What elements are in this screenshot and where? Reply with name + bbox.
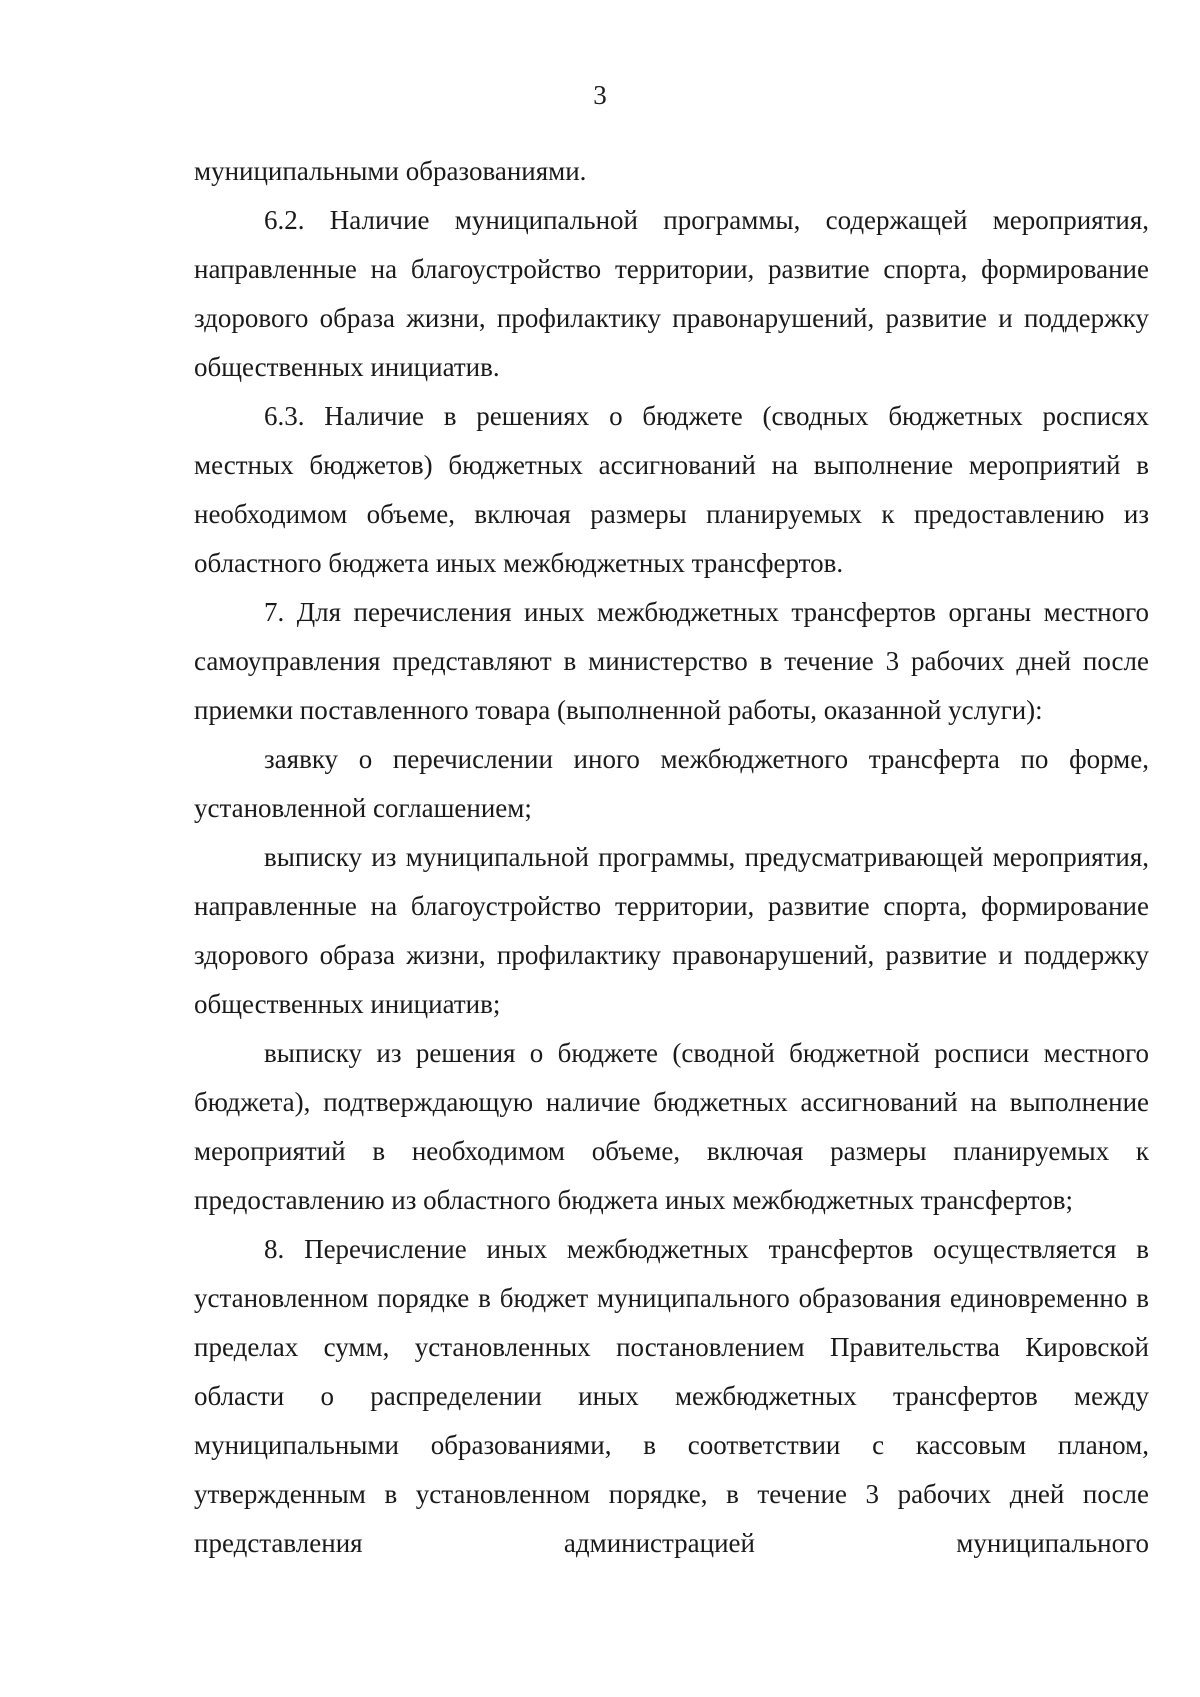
list-item-application: заявку о перечислении иного межбюджетного трансферта по форме, установленной соглашением; [194,744,1149,823]
list-item-program-extract: выписку из муниципальной программы, предусматривающей мероприятия, направленные на благоустройство территории, развитие спорта, формирование здорового образа жизни, профилактику правонарушений, развитие и поддержку общественных инициатив; [194,842,1149,1019]
paragraph-8: 8. Перечисление иных межбюджетных трансфертов осуществляется в установленном порядке в бюджет муниципального образования единовременно в пределах сумм, установленных постановлением Правительства Кировской области о распределении иных межбюджетных трансфертов между муниципальными образованиями, в соответствии с кассовым планом, утвержденным в установленном порядке, в течение 3 рабочих дней после представления администрацией муниципального [194,1234,1149,1558]
document-body [194,147,1149,1568]
list-item-budget-extract: выписку из решения о бюджете (сводной бюджетной росписи местного бюджета), подтверждающую наличие бюджетных ассигнований на выполнение мероприятий в необходимом объеме, включая размеры планируемых к предоставлению из областного бюджета иных межбюджетных трансфертов; [194,1038,1149,1215]
paragraph-continuation: муниципальными образованиями. [194,156,587,186]
paragraph-6-3: 6.3. Наличие в решениях о бюджете (сводных бюджетных росписях местных бюджетов) бюджетных ассигнований на выполнение мероприятий в необходимом объеме, включая размеры планируемых к предоставлению из областного бюджета иных межбюджетных трансфертов. [194,401,1149,578]
paragraph-7: 7. Для перечисления иных межбюджетных трансфертов органы местного самоуправления представляют в министерство в течение 3 рабочих дней после приемки поставленного товара (выполненной работы, оказанной услуги): [194,597,1149,725]
paragraph-6-2: 6.2. Наличие муниципальной программы, содержащей мероприятия, направленные на благоустройство территории, развитие спорта, формирование здорового образа жизни, профилактику правонарушений, развитие и поддержку общественных инициатив. [194,205,1149,382]
page-number: 3 [593,80,607,110]
